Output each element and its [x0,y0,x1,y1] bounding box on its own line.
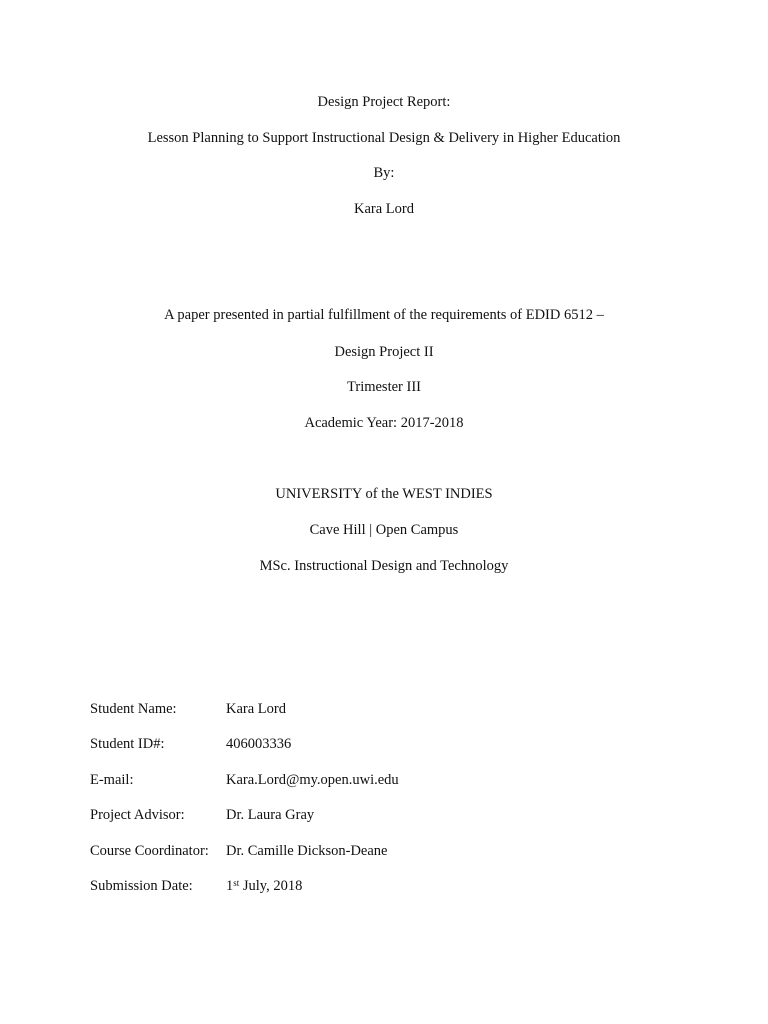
student-name-label: Student Name: [90,701,177,717]
coordinator-label: Course Coordinator: [90,843,209,859]
programme-name: MSc. Instructional Design and Technology [259,558,509,574]
report-by: By: [373,165,395,181]
report-author: Kara Lord [354,201,414,217]
university-name: UNIVERSITY of the WEST INDIES [275,486,493,502]
coordinator-value: Dr. Camille Dickson-Deane [226,843,388,859]
course-name: Design Project II [334,344,434,360]
submission-day: 1 [226,878,234,894]
student-id-value: 406003336 [226,736,292,752]
trimester: Trimester III [347,379,421,395]
submission-day-suffix: st [233,878,240,888]
academic-year: Academic Year: 2017-2018 [304,415,464,431]
submission-date-label: Submission Date: [90,878,193,894]
email-label: E-mail: [90,772,134,788]
advisor-label: Project Advisor: [90,807,185,823]
student-id-label: Student ID#: [90,736,165,752]
campus-name: Cave Hill | Open Campus [309,522,459,538]
report-heading: Design Project Report: [317,94,451,110]
report-title: Lesson Planning to Support Instructional Design & Delivery in Higher Education [147,130,621,146]
student-name-value: Kara Lord [226,701,286,717]
fulfillment-statement: A paper presented in partial fulfillment of the requirements of EDID 6512 – [164,307,604,323]
submission-date-value [226,877,302,895]
email-value: Kara.Lord@my.open.uwi.edu [226,772,399,788]
submission-month-year: July, 2018 [239,878,303,894]
advisor-value: Dr. Laura Gray [226,807,315,823]
